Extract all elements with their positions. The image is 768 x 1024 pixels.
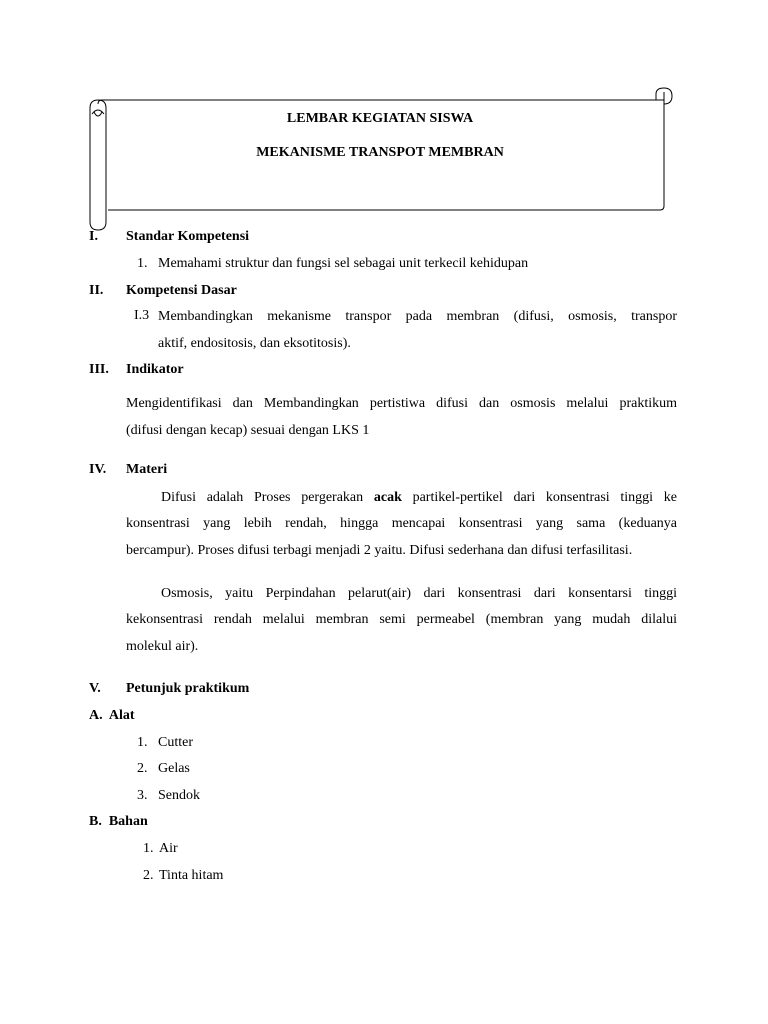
section-4-title: Materi: [126, 462, 168, 477]
indicator-line-1: Mengidentifikasi dan Membandingkan pertistiwa difusi dan osmosis melalui praktikum: [126, 396, 677, 411]
alat-item-number: 1.: [137, 735, 148, 750]
alat-item-number: 2.: [137, 761, 148, 776]
alat-item-text: Sendok: [158, 788, 200, 803]
section-2-title: Kompetensi Dasar: [126, 283, 237, 298]
osmosis-line-3: molekul air).: [126, 639, 199, 654]
worksheet-title: LEMBAR KEGIATAN SISWA: [286, 111, 474, 126]
osmosis-line-2: kekonsentrasi rendah melalui membran semi permeabel (membran yang mudah dilalui: [126, 612, 677, 627]
section-5-number: V.: [89, 681, 101, 696]
bahan-item-text: Tinta hitam: [159, 868, 224, 883]
alat-heading: A. Alat: [89, 708, 135, 723]
bahan-item-number: 2.: [143, 868, 154, 883]
section-1-title: Standar Kompetensi: [126, 229, 250, 244]
section-3-number: III.: [89, 362, 109, 377]
bahan-item-number: 1.: [143, 841, 154, 856]
section-3-title: Indikator: [126, 362, 184, 377]
basic-competency-line-1: Membandingkan mekanisme transpor pada membran (difusi, osmosis, transpor: [158, 309, 677, 324]
section-4-number: IV.: [89, 462, 107, 477]
bahan-heading: B. Bahan: [89, 814, 148, 829]
section-5-title: Petunjuk praktikum: [126, 681, 250, 696]
section-2-number: II.: [89, 283, 104, 298]
section-1-number: I.: [89, 229, 98, 244]
diffusion-line-3: bercampur). Proses difusi terbagi menjadi 2 yaitu. Difusi sederhana dan difusi terfasilitasi.: [126, 543, 633, 558]
competency-text: Memahami struktur dan fungsi sel sebagai unit terkecil kehidupan: [158, 256, 529, 271]
alat-item-number: 3.: [137, 788, 148, 803]
basic-competency-number: I.3: [134, 308, 150, 323]
worksheet-subtitle: MEKANISME TRANSPOT MEMBRAN: [256, 145, 504, 160]
acak-bold: acak: [373, 490, 402, 505]
alat-item-text: Cutter: [158, 735, 193, 750]
diffusion-line-2: konsentrasi yang lebih rendah, hingga mencapai konsentrasi yang sama (keduanya: [126, 516, 677, 531]
osmosis-line-1: Osmosis, yaitu Perpindahan pelarut(air) dari konsentrasi dari konsentarsi tinggi: [161, 586, 677, 601]
alat-item-text: Gelas: [158, 761, 190, 776]
indicator-line-2: (difusi dengan kecap) sesuai dengan LKS 1: [126, 423, 370, 438]
bahan-item-text: Air: [159, 841, 178, 856]
diffusion-line-1: Difusi adalah Proses pergerakan acak partikel-pertikel dari konsentrasi tinggi ke: [161, 490, 677, 505]
competency-number: 1.: [137, 256, 148, 271]
basic-competency-line-2: aktif, endositosis, dan eksotitosis).: [158, 336, 351, 351]
